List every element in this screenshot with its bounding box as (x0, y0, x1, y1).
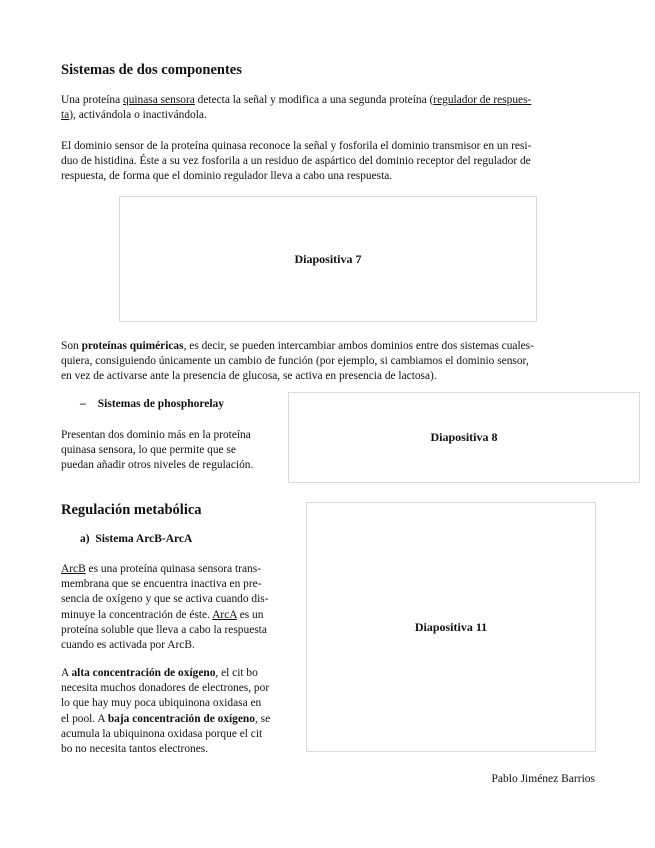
text: A (61, 667, 72, 679)
text-line: quiera, consiguiendo únicamente un cambio de función (por ejemplo, si cambiamos el dominio sensor, (61, 355, 529, 368)
text-line: respuesta, de forma que el dominio regulador lleva a cabo una respuesta. (61, 170, 393, 183)
section-title: Regulación metabólica (61, 502, 202, 518)
text-line: necesita muchos donadores de electrones, por (61, 682, 270, 695)
text: es un (236, 608, 264, 621)
text-line: en vez de activarse ante la presencia de glucosa, se activa en presencia de lactosa). (61, 370, 437, 383)
text: ), activándola o inactivándola. (69, 109, 207, 122)
text: Son (61, 340, 82, 352)
text-line: acumula la ubiquinona oxidasa porque el cit (61, 727, 263, 740)
text-line: Presentan dos dominio más en la proteína (61, 429, 251, 441)
bold-term: proteínas quiméricas (81, 340, 184, 352)
text-line: lo que hay muy poca ubiquinona oxidasa en (61, 697, 262, 710)
text: , es decir, se pueden intercambiar ambos dominios entre dos sistemas cuales- (183, 340, 534, 352)
term-quinasa-sensora: quinasa sensora (123, 94, 195, 106)
slide-placeholder-11 (306, 502, 596, 752)
text-line: quinasa sensora, lo que permite que se (61, 444, 236, 457)
paragraph-dominio (61, 139, 595, 185)
paragraph-oxigeno (61, 666, 295, 757)
bold-term: baja concentración de oxígeno (107, 712, 255, 725)
bullet: – (80, 398, 86, 410)
text-line: El dominio sensor de la proteína quinasa reconoce la señal y fosforila el dominio transmisor en un resi- (61, 140, 532, 152)
text: el pool. A (61, 712, 108, 725)
paragraph-quimericas (61, 339, 595, 385)
slide-placeholder-8 (288, 392, 640, 483)
paragraph-phosphorelay (61, 428, 279, 474)
text-line: bo no necesita tantos electrones. (61, 743, 209, 756)
text: minuye la concentración de éste. (61, 608, 213, 621)
slide-label: Diapositiva 8 (430, 430, 498, 444)
term-arcb: ArcB (61, 563, 86, 575)
text: , el cit bo (215, 667, 258, 679)
paragraph-arcb (61, 562, 295, 653)
term-regulador: regulador de respues- (433, 94, 532, 106)
slide-placeholder-7 (119, 196, 537, 322)
text-line: cuando es activada por ArcB. (61, 639, 195, 652)
text: es una proteína quinasa sensora trans- (85, 563, 261, 575)
subsection-label: Sistemas de phosphorelay (97, 398, 225, 410)
section-title: Sistemas de dos componentes (61, 62, 242, 78)
slide-label: Diapositiva 11 (414, 619, 488, 634)
subsection-title (80, 398, 224, 410)
term-arca: ArcA (212, 608, 237, 621)
text: detecta la señal y modifica a una segunda proteína ( (194, 94, 434, 106)
text: Una proteína (61, 94, 123, 106)
text-line: puedan añadir otros niveles de regulación. (61, 459, 254, 472)
term-regulador-end: ta (61, 109, 70, 122)
text-line: membrana que se encuentra inactiva en pre- (61, 578, 262, 591)
subsection-title: a) Sistema ArcB-ArcA (80, 533, 193, 545)
text-line: duo de histidina. Éste a su vez fosforila a un residuo de aspártico del dominio receptor del regulador de (61, 155, 531, 168)
text-line: proteína soluble que lleva a cabo la respuesta (61, 623, 267, 636)
slide-label: Diapositiva 7 (294, 251, 362, 266)
paragraph-intro (61, 93, 595, 123)
footer-author: Pablo Jiménez Barrios (491, 773, 595, 785)
text: , se (254, 712, 271, 725)
text-line: sencia de oxígeno y que se activa cuando dis- (61, 593, 269, 606)
bold-term: alta concentración de oxígeno (71, 667, 216, 679)
